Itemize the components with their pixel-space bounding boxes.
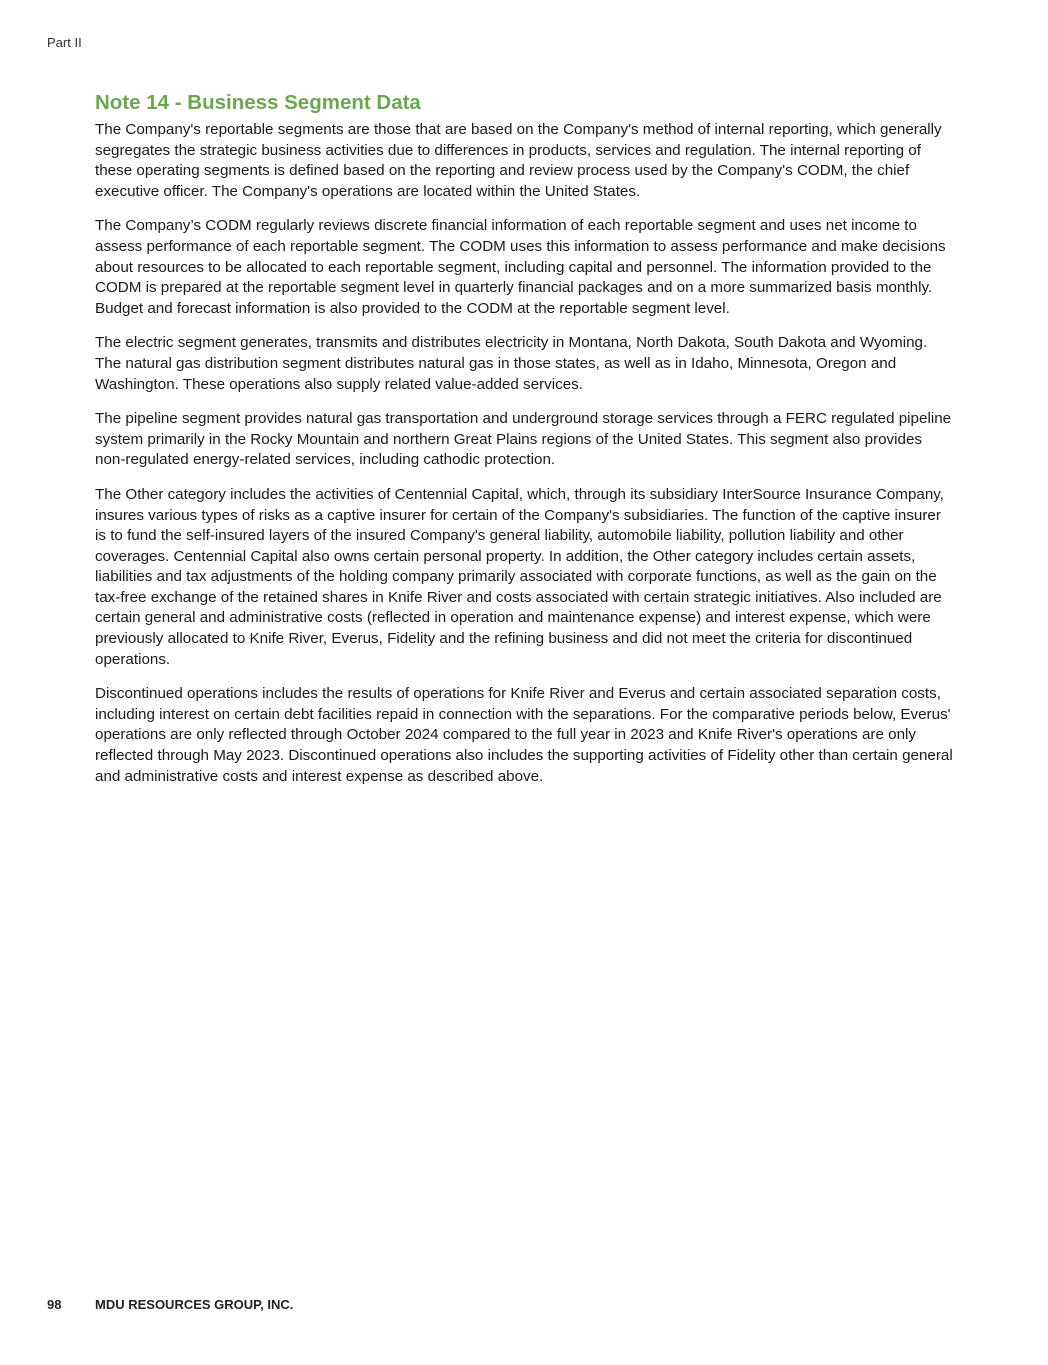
page-number: 98 — [47, 1297, 62, 1312]
company-name: MDU RESOURCES GROUP, INC. — [95, 1297, 294, 1312]
paragraph-other-category: The Other category includes the activities of Centennial Capital, which, through its subsidiary InterSource Insurance Company, insures various types of risks as a captive insurer for certain of the Company's subsidiaries. The function of the captive insurer is to fund the self-insured layers of the insured Company's general liability, automobile liability, pollution liability and other coverages. Centennial Capital also owns certain personal property. In addition, the Other category includes certain assets, liabilities and tax adjustments of the holding company primarily associated with corporate functions, as well as the gain on the tax-free exchange of the retained shares in Knife River and costs associated with certain strategic initiatives. Also included are certain general and administrative costs (reflected in operation and maintenance expense) and interest expense, which were previously allocated to Knife River, Everus, Fidelity and the refining business and did not meet the criteria for discontinued operations. — [95, 485, 944, 668]
paragraph-codm-review: The Company’s CODM regularly reviews discrete financial information of each reportable segment and uses net income to assess performance of each reportable segment. The CODM uses this information to assess performance and make decisions about resources to be allocated to each reportable segment, including capital and personnel. The information provided to the CODM is prepared at the reportable segment level in quarterly financial packages and on a more summarized basis monthly. Budget and forecast information is also provided to the CODM at the reportable segment level. — [95, 217, 946, 317]
paragraph-segments-overview: The Company's reportable segments are those that are based on the Company's method of internal reporting, which generally segregates the strategic business activities due to differences in products, services and regulation. The internal reporting of these operating segments is defined based on the reporting and review process used by the Company's CODM, the chief executive officer. The Company's operations are located within the United States. — [95, 121, 942, 200]
paragraph-electric-gas: The electric segment generates, transmits and distributes electricity in Montana, North Dakota, South Dakota and Wyoming. The natural gas distribution segment distributes natural gas in those states, as well as in Idaho, Minnesota, Oregon and Washington. These operations also supply related value-added services. — [95, 334, 928, 393]
paragraph-pipeline: The pipeline segment provides natural gas transportation and underground storage services through a FERC regulated pipeline system primarily in the Rocky Mountain and northern Great Plains regions of the United States. This segment also provides non-regulated energy-related services, including cathodic protection. — [95, 410, 952, 469]
page-footer — [47, 1297, 293, 1312]
note-title: Note 14 - Business Segment Data — [95, 91, 421, 114]
paragraph-discontinued-operations: Discontinued operations includes the results of operations for Knife River and Everus and certain associated separation costs, including interest on certain debt facilities repaid in connection with the separations. For the comparative periods below, Everus' operations are only reflected through October 2024 compared to the full year in 2023 and Knife River's operations are only reflected through May 2023. Discontinued operations also includes the supporting activities of Fidelity other than certain general and administrative costs and interest expense as described above. — [95, 685, 953, 785]
part-label: Part II — [47, 35, 82, 50]
note-section — [95, 90, 955, 801]
